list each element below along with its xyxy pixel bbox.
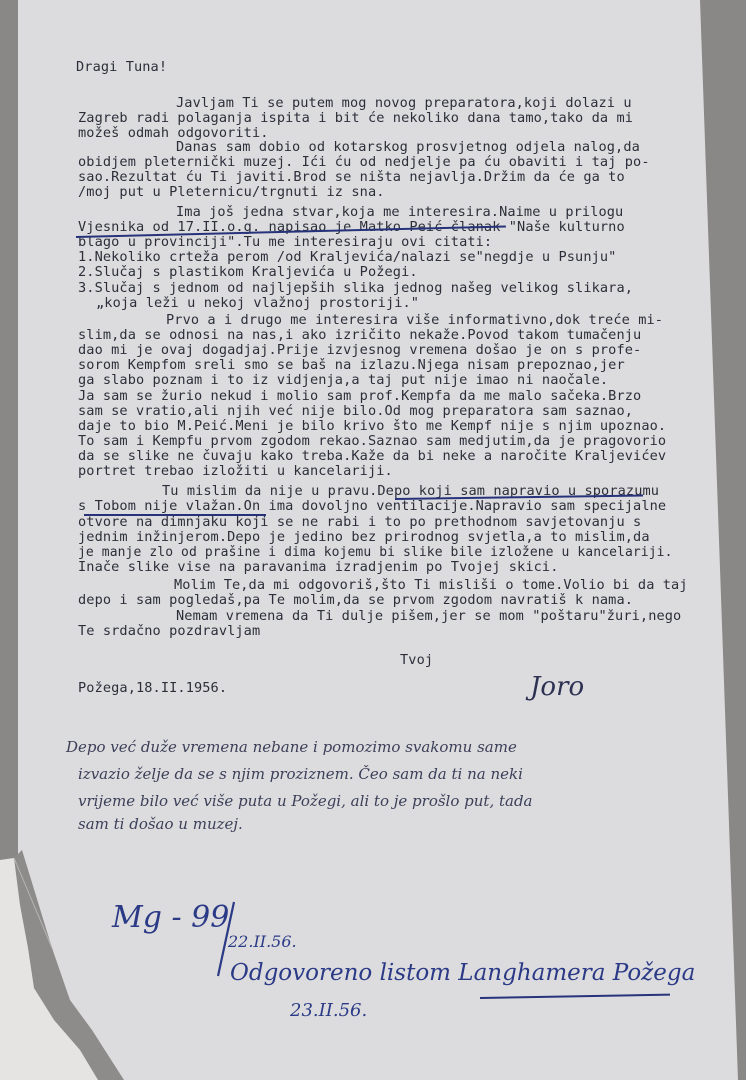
- closing: Tvoj: [400, 652, 434, 668]
- letter-line: „koja leži u nekoj vlažnoj prostoriji.": [96, 295, 420, 311]
- handwritten-note-line: sam ti došao u muzej.: [78, 815, 243, 833]
- reply-note: Odgovoreno listom Langhamera Požega: [230, 960, 696, 986]
- letter-line: 1.Nekoliko crteža perom /od Kraljevića/nalazi se"negdje u Psunju": [78, 249, 617, 265]
- letter-line: daje to bio M.Peić.Meni je bilo krivo što me Kempf nije s njim upoznao.: [78, 418, 667, 434]
- letter-line: jednim inžinjerom.Depo je jedino bez prirodnog svjetla,a to mislim,da: [78, 529, 650, 545]
- letter-line: s Tobom nije vlažan.On ima dovoljno ventilacije.Napravio sam specijalne: [78, 498, 667, 514]
- letter-line: otvore na dimnjaku koji se ne rabi i to po prethodnom savjetovanju s: [78, 514, 642, 530]
- letter-line: Te srdačno pozdravljam: [78, 623, 261, 639]
- letter-line: depo i sam pogledaš,pa Te molim,da se prvom zgodom navratiš k nama.: [78, 592, 634, 608]
- letter-line: sao.Rezultat ću Ti javiti.Brod se ništa nejavlja.Držim da će ga to: [78, 169, 625, 185]
- received-date: 22.II.56.: [228, 932, 297, 951]
- handwritten-note-line: Depo već duže vremena nebane i pomozimo svakomu same: [66, 738, 517, 756]
- letter-line: Molim Te,da mi odgovoriš,što Ti misliši o tome.Volio bi da taj: [174, 577, 688, 593]
- letter-line: možeš odmah odgovoriti.: [78, 125, 269, 141]
- letter-line: ga slabo poznam i to iz vidjenja,a taj put nije imao ni naočale.: [78, 372, 609, 388]
- letter-line: obidjem pleternički muzej. Ići ću od nedjelje pa ću obaviti i taj po-: [78, 154, 650, 170]
- letter-line: Nemam vremena da Ti dulje pišem,jer se mom "poštaru"žuri,nego: [176, 608, 682, 624]
- letter-line: sorom Kempfom sreli smo se baš na izlazu.Njega nisam prepoznao,jer: [78, 357, 625, 373]
- letter-line: /moj put u Pleternicu/trgnuti iz sna.: [78, 184, 385, 200]
- letter-line: Tu mislim da nije u pravu.Depo koji sam napravio u sporazumu: [162, 483, 660, 499]
- handwritten-note-line: izvazio želje da se s njim proziznem. Čeo sam da ti na neki: [78, 765, 523, 783]
- underline: [84, 514, 266, 516]
- letter-line: 2.Slučaj s plastikom Kraljevića u Požegi.: [78, 264, 418, 280]
- letter-line: Danas sam dobio od kotarskog prosvjetnog odjela nalog,da: [176, 139, 640, 155]
- registry-number: Mg - 99: [112, 900, 230, 935]
- letter-line: Inače slike vise na paravanima izradjenim po Tvojej skici.: [78, 559, 559, 575]
- letter-line: blago u provinciji".Tu me interesiraju ovi citati:: [78, 234, 493, 250]
- letter-line: Vjesnika od 17.II.o.g. napisao je Matko Peić članak "Naše kulturno: [78, 219, 625, 235]
- reply-date: 23.II.56.: [290, 1000, 368, 1021]
- letter-line: Javljam Ti se putem mog novog preparatora,koji dolazi u: [176, 95, 632, 111]
- letter-line: Ima još jedna stvar,koja me interesira.Naime u prilogu: [176, 204, 624, 220]
- signature: Joro: [530, 672, 585, 702]
- letter-line: Prvo a i drugo me interesira više informativno,dok treće mi-: [166, 312, 664, 328]
- letter-line: sam se vratio,ali njih već nije bilo.Od mog preparatora sam saznao,: [78, 403, 634, 419]
- letter-line: Zagreb radi polaganja ispita i bit će nekoliko dana tamo,tako da mi: [78, 110, 634, 126]
- salutation: Dragi Tuna!: [76, 59, 168, 75]
- letter-line: To sam i Kempfu prvom zgodom rekao.Saznao sam medjutim,da je pragovorio: [78, 433, 667, 449]
- letter-line: 3.Slučaj s jednom od najljepših slika jednog našeg velikog slikara,: [78, 280, 634, 296]
- letter-line: portret trebao izložiti u kancelariji.: [78, 463, 393, 479]
- letter-line: dao mi je ovaj dogadjaj.Prije izvjesnog vremena došao je on s profe-: [78, 342, 642, 358]
- letter-line: da se slike ne čuvaju kako treba.Kaže da bi neke a naročite Kraljevićev: [78, 448, 667, 464]
- letter-line: Ja sam se žurio nekud i molio sam prof.Kempfa da me malo sačeka.Brzo: [78, 388, 642, 404]
- handwritten-note-line: vrijeme bilo već više puta u Požegi, ali to je prošlo put, tada: [78, 792, 533, 810]
- letter-line: slim,da se odnosi na nas,i ako izričito nekaže.Povod takom tumačenju: [78, 327, 642, 343]
- place-date: Požega,18.II.1956.: [78, 680, 228, 696]
- letter-line: je manje zlo od prašine i dima kojemu bi slike bile izložene u kancelariji.: [78, 545, 673, 560]
